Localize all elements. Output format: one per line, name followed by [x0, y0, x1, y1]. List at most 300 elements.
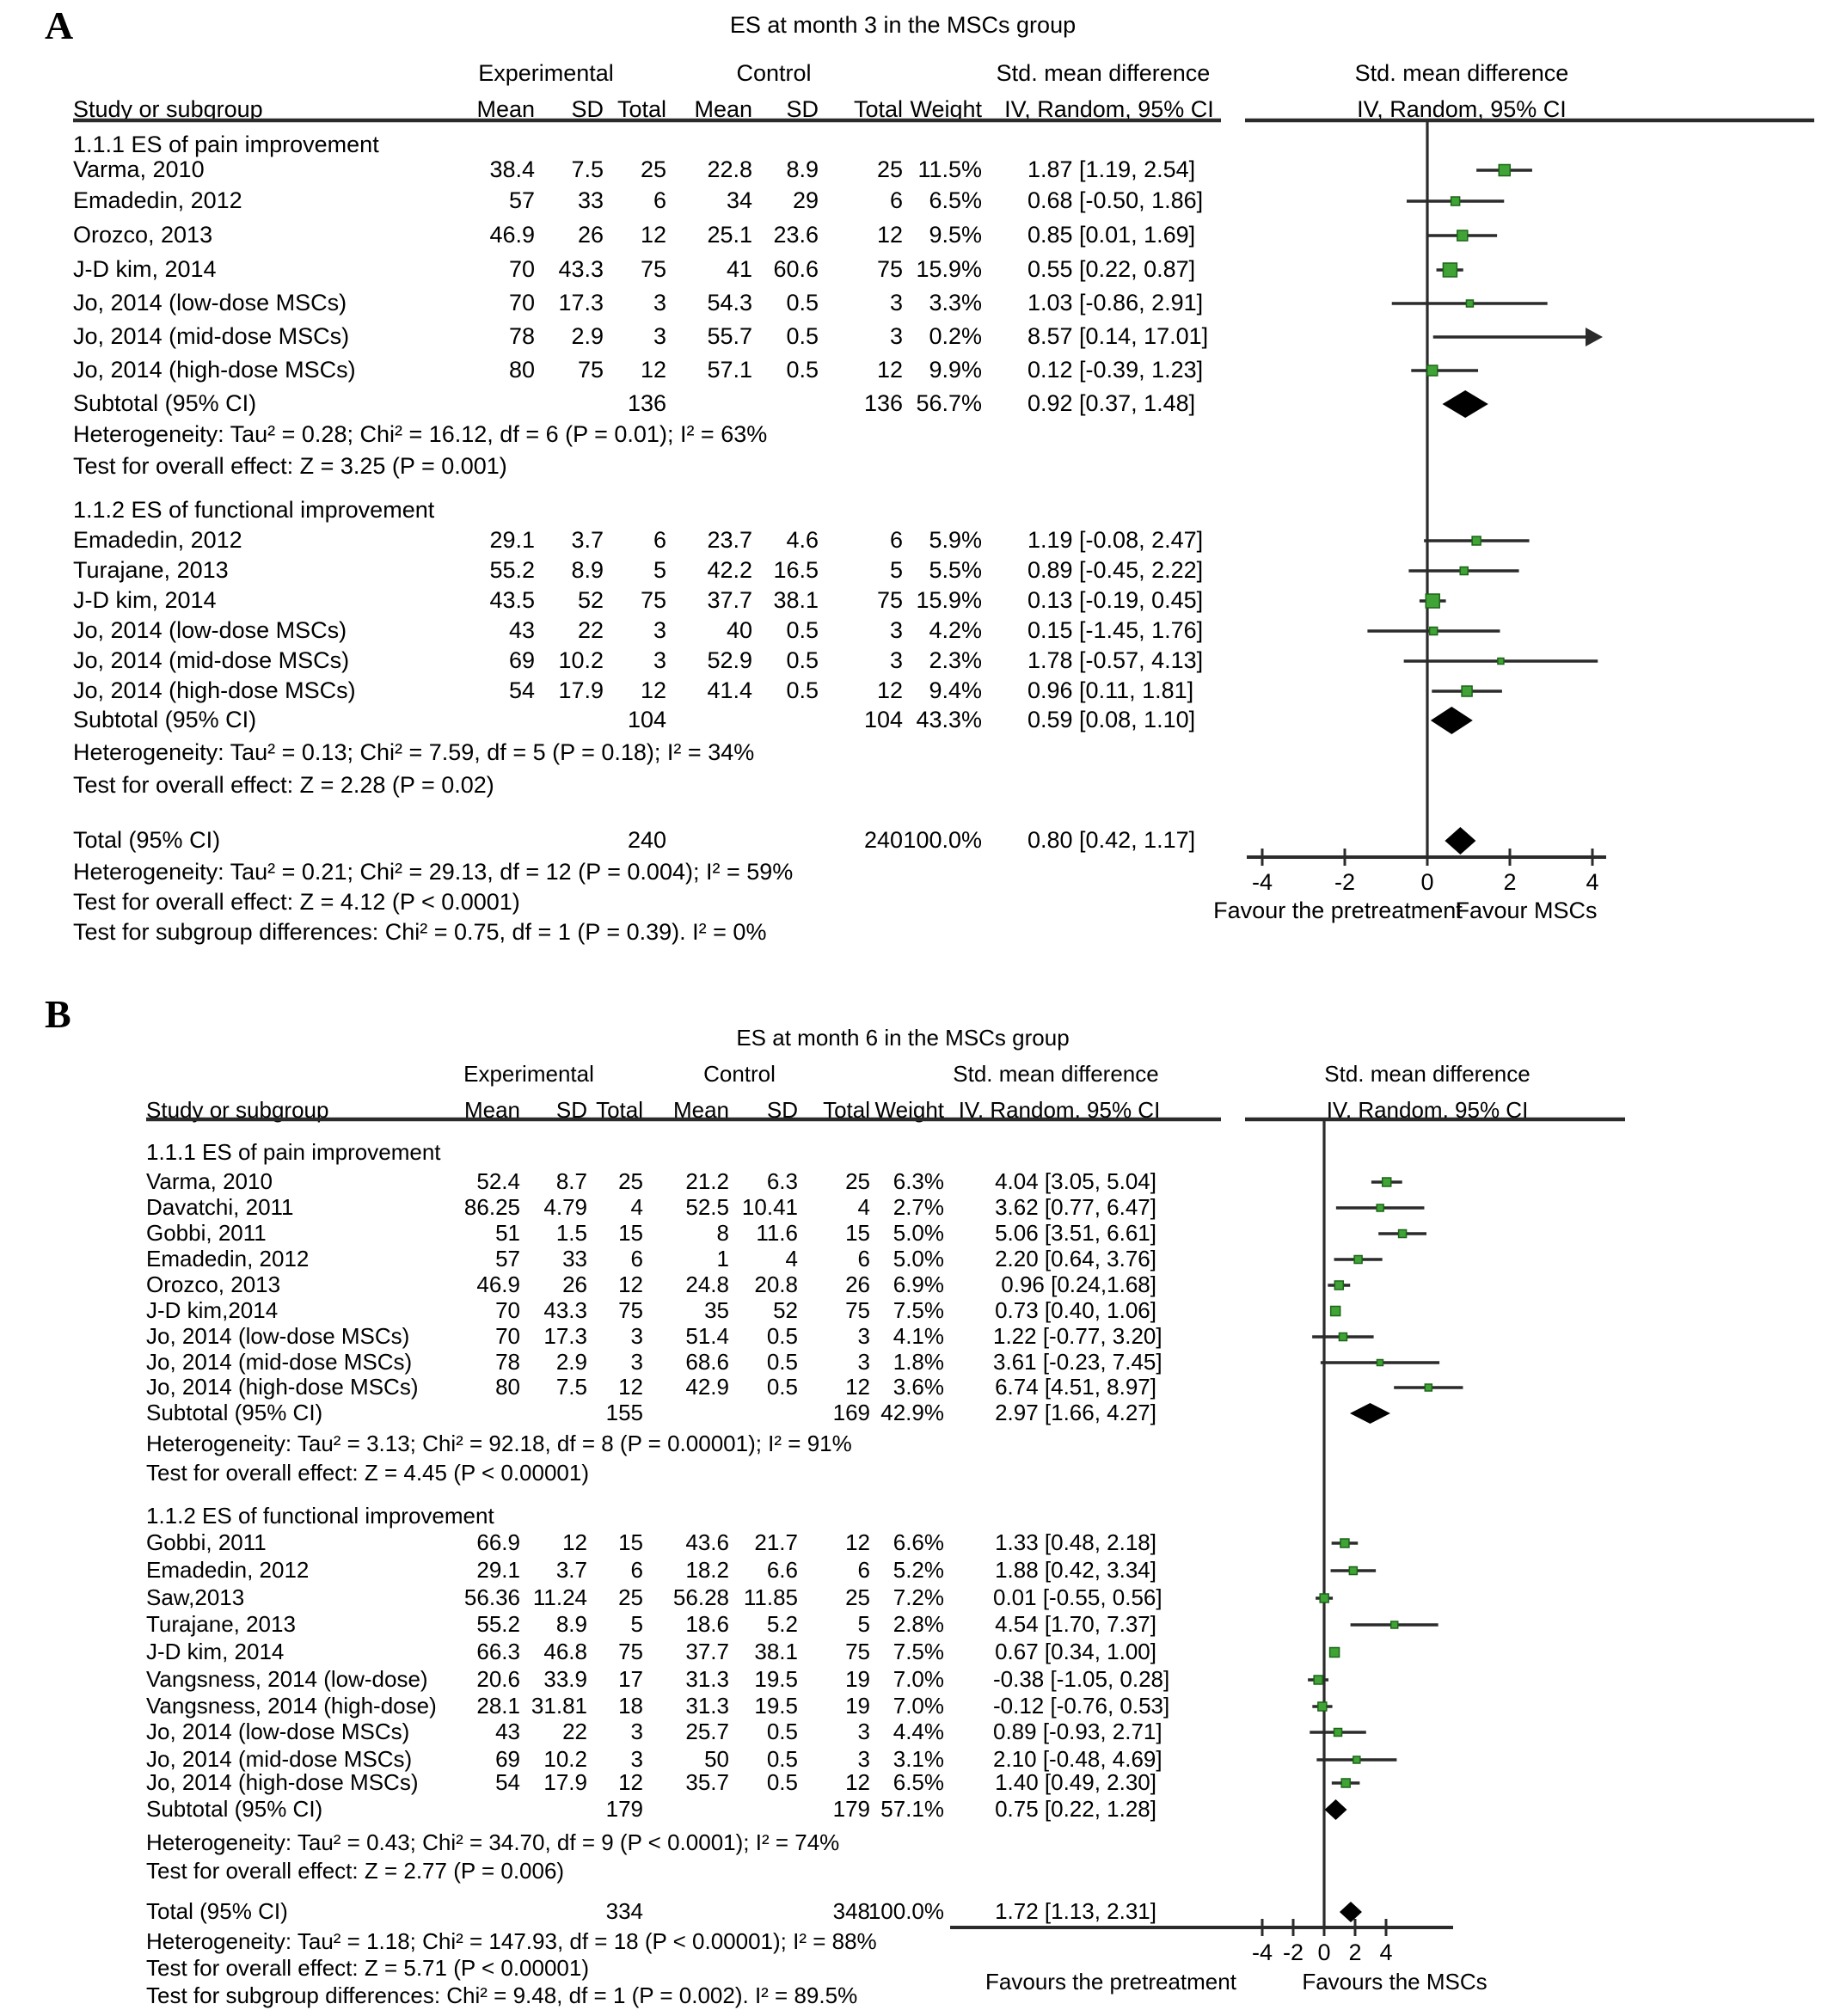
effect-marker	[1354, 1256, 1362, 1264]
ctrl-sd-value: 4	[785, 1246, 798, 1271]
column-header-exp-total: Total	[596, 1097, 643, 1123]
ci-text-value: 0.12 [-0.39, 1.23]	[1027, 357, 1204, 383]
ci-text-value: 0.85 [0.01, 1.69]	[1027, 222, 1196, 248]
ci-text-value: 0.75 [0.22, 1.28]	[995, 1796, 1156, 1822]
exp-total-value: 75	[618, 1297, 643, 1323]
ctrl-mean-value: 55.7	[707, 323, 752, 349]
study-label: Jo, 2014 (low-dose MSCs)	[146, 1323, 410, 1349]
weight-value: 7.0%	[893, 1666, 944, 1692]
effect-marker	[1339, 1333, 1346, 1341]
weight-value: 7.5%	[893, 1297, 944, 1323]
exp-sd-value: 2.9	[555, 1349, 587, 1375]
summary-diamond	[1350, 1403, 1390, 1424]
exp-total-value: 18	[618, 1693, 643, 1719]
note-label: Test for overall effect: Z = 5.71 (P < 0.00001)	[146, 1955, 589, 1981]
subtotal-label: Subtotal (95% CI)	[73, 707, 257, 732]
column-header-iv-ci-plot: IV, Random, 95% CI	[1357, 96, 1567, 122]
exp-mean-value: 46.9	[476, 1271, 520, 1297]
weight-value: 43.3%	[916, 707, 982, 732]
exp-sd-value: 17.3	[543, 1323, 587, 1349]
note-label: Test for subgroup differences: Chi² = 9.48, df = 1 (P = 0.002). I² = 89.5%	[146, 1982, 858, 2008]
study-label: J-D kim, 2014	[73, 256, 217, 282]
ctrl-total-value: 3	[889, 290, 903, 316]
study-label: J-D kim, 2014	[73, 587, 217, 613]
effect-marker	[1334, 1729, 1342, 1737]
ctrl-sd-value: 0.5	[786, 677, 819, 703]
study-label: Gobbi, 2011	[146, 1220, 267, 1246]
study-label: Orozco, 2013	[73, 222, 213, 248]
exp-total-value: 4	[630, 1194, 643, 1220]
ctrl-sd-value: 20.8	[754, 1271, 798, 1297]
effect-marker	[1353, 1756, 1360, 1763]
column-header-study: Study or subgroup	[146, 1097, 329, 1123]
effect-marker	[1399, 1230, 1407, 1238]
exp-total-value: 12	[640, 222, 666, 248]
panel-b-letter: B	[45, 992, 71, 1036]
ctrl-total-value: 75	[845, 1639, 870, 1664]
exp-sd-value: 3.7	[571, 527, 604, 553]
ctrl-mean-value: 8	[716, 1220, 729, 1246]
summary-diamond	[1445, 827, 1475, 855]
study-label: Davatchi, 2011	[146, 1194, 294, 1220]
ctrl-total-value: 6	[857, 1246, 870, 1271]
section-label: 1.1.1 ES of pain improvement	[73, 132, 379, 157]
exp-mean-value: 57	[495, 1246, 520, 1271]
weight-value: 15.9%	[916, 587, 982, 613]
exp-sd-value: 26	[577, 222, 604, 248]
weight-value: 2.7%	[893, 1194, 944, 1220]
summary-diamond	[1325, 1799, 1347, 1820]
ci-text-value: 8.57 [0.14, 17.01]	[1027, 323, 1209, 349]
ctrl-total-value: 75	[876, 587, 903, 613]
exp-total-value: 15	[618, 1220, 643, 1246]
exp-total-value: 12	[640, 677, 666, 703]
effect-marker	[1314, 1676, 1322, 1684]
study-label: Jo, 2014 (mid-dose MSCs)	[146, 1746, 413, 1772]
exp-total-value: 136	[627, 390, 666, 416]
ctrl-mean-value: 18.6	[685, 1611, 729, 1637]
exp-mean-value: 55.2	[476, 1611, 520, 1637]
exp-mean-value: 66.3	[476, 1639, 520, 1664]
ctrl-mean-value: 23.7	[707, 527, 752, 553]
effect-marker	[1341, 1779, 1350, 1787]
ctrl-total-value: 179	[832, 1796, 870, 1822]
ctrl-sd-value: 4.6	[786, 527, 819, 553]
exp-total-value: 3	[653, 617, 666, 643]
ci-text-value: 5.06 [3.51, 6.61]	[995, 1220, 1156, 1246]
effect-marker	[1443, 263, 1457, 277]
exp-mean-value: 69	[495, 1746, 520, 1772]
ci-text-value: -0.38 [-1.05, 0.28]	[993, 1666, 1170, 1692]
ctrl-sd-value: 6.3	[766, 1168, 798, 1194]
note-label: Test for subgroup differences: Chi² = 0.75, df = 1 (P = 0.39). I² = 0%	[73, 919, 767, 945]
ctrl-sd-value: 0.5	[766, 1746, 798, 1772]
effect-marker	[1462, 686, 1472, 696]
weight-value: 100.0%	[903, 827, 982, 853]
column-header-iv-ci-plot: IV, Random, 95% CI	[1326, 1097, 1529, 1123]
ctrl-sd-value: 0.5	[766, 1374, 798, 1400]
ctrl-total-value: 75	[845, 1297, 870, 1323]
column-group-smd-plot: Std. mean difference	[1324, 1061, 1530, 1087]
ctrl-mean-value: 57.1	[707, 357, 752, 383]
exp-sd-value: 7.5	[571, 156, 604, 182]
ctrl-total-value: 26	[845, 1271, 870, 1297]
axis-tick-label: -2	[1334, 869, 1356, 895]
column-group-smd: Std. mean difference	[996, 60, 1211, 86]
exp-sd-value: 3.7	[555, 1557, 587, 1583]
ctrl-sd-value: 0.5	[766, 1719, 798, 1744]
study-label: Varma, 2010	[146, 1168, 273, 1194]
exp-total-value: 3	[630, 1746, 643, 1772]
column-header-exp-sd: SD	[555, 1097, 587, 1123]
exp-total-value: 12	[618, 1769, 643, 1795]
exp-mean-value: 43	[495, 1719, 520, 1744]
ctrl-mean-value: 18.2	[685, 1557, 729, 1583]
exp-sd-value: 10.2	[543, 1746, 587, 1772]
exp-mean-value: 54	[495, 1769, 520, 1795]
column-group-control: Control	[703, 1061, 776, 1087]
exp-sd-value: 22	[562, 1719, 587, 1744]
exp-mean-value: 70	[508, 290, 535, 316]
ctrl-total-value: 136	[863, 390, 903, 416]
effect-marker	[1427, 365, 1438, 376]
ctrl-mean-value: 40	[726, 617, 752, 643]
exp-total-value: 6	[653, 527, 666, 553]
weight-value: 7.0%	[893, 1693, 944, 1719]
ctrl-mean-value: 37.7	[685, 1639, 729, 1664]
section-label: 1.1.1 ES of pain improvement	[146, 1139, 441, 1165]
effect-marker	[1451, 197, 1460, 205]
ctrl-sd-value: 0.5	[766, 1769, 798, 1795]
note-label: Test for overall effect: Z = 3.25 (P = 0.001)	[73, 453, 507, 479]
exp-mean-value: 78	[508, 323, 535, 349]
axis-tick-label: 2	[1348, 1939, 1362, 1965]
column-header-weight: Weight	[874, 1097, 944, 1123]
ci-text-value: 0.89 [-0.45, 2.22]	[1027, 557, 1204, 583]
weight-value: 56.7%	[916, 390, 982, 416]
study-label: Emadedin, 2012	[146, 1246, 310, 1271]
axis-tick-label: -4	[1251, 1939, 1273, 1965]
column-header-ctrl-mean: Mean	[672, 1097, 729, 1123]
weight-value: 5.9%	[929, 527, 982, 553]
exp-sd-value: 8.9	[571, 557, 604, 583]
ctrl-total-value: 3	[857, 1323, 870, 1349]
ctrl-total-value: 3	[857, 1349, 870, 1375]
axis-tick-label: 2	[1503, 869, 1517, 895]
column-group-experimental: Experimental	[478, 60, 614, 86]
exp-mean-value: 51	[495, 1220, 520, 1246]
exp-total-value: 75	[618, 1639, 643, 1664]
exp-mean-value: 20.6	[476, 1666, 520, 1692]
total-label: Total (95% CI)	[146, 1898, 288, 1924]
panel-b-title: ES at month 6 in the MSCs group	[736, 1025, 1070, 1051]
effect-marker	[1460, 567, 1468, 575]
exp-sd-value: 43.3	[558, 256, 604, 282]
exp-total-value: 3	[630, 1323, 643, 1349]
ctrl-sd-value: 29	[792, 187, 819, 213]
ctrl-mean-value: 43.6	[685, 1529, 729, 1555]
weight-value: 9.4%	[929, 677, 982, 703]
ci-text-value: 4.54 [1.70, 7.37]	[995, 1611, 1156, 1637]
weight-value: 4.2%	[929, 617, 982, 643]
effect-marker	[1340, 1539, 1349, 1547]
ci-text-value: 1.40 [0.49, 2.30]	[995, 1769, 1156, 1795]
exp-mean-value: 43	[508, 617, 535, 643]
weight-value: 9.5%	[929, 222, 982, 248]
study-label: Jo, 2014 (low-dose MSCs)	[73, 290, 347, 316]
study-label: Vangsness, 2014 (high-dose)	[146, 1693, 437, 1719]
note-label: Test for overall effect: Z = 2.28 (P = 0.02)	[73, 772, 494, 798]
axis-tick-label: -2	[1282, 1939, 1304, 1965]
ctrl-sd-value: 0.5	[786, 323, 819, 349]
exp-mean-value: 69	[508, 647, 535, 673]
effect-marker	[1425, 1384, 1432, 1391]
column-header-exp-sd: SD	[571, 96, 604, 122]
ctrl-total-value: 348	[832, 1898, 870, 1924]
ci-text-value: 1.78 [-0.57, 4.13]	[1027, 647, 1204, 673]
effect-marker	[1426, 594, 1439, 608]
ci-text-value: 1.33 [0.48, 2.18]	[995, 1529, 1156, 1555]
ctrl-mean-value: 31.3	[685, 1666, 729, 1692]
exp-mean-value: 70	[508, 256, 535, 282]
ctrl-sd-value: 0.5	[786, 617, 819, 643]
weight-value: 6.5%	[929, 187, 982, 213]
study-label: Emadedin, 2012	[73, 187, 242, 213]
ci-text-value: 3.61 [-0.23, 7.45]	[993, 1349, 1162, 1375]
column-header-ctrl-mean: Mean	[694, 96, 752, 122]
column-header-iv-ci: IV, Random, 95% CI	[958, 1097, 1161, 1123]
exp-total-value: 3	[653, 290, 666, 316]
ci-text-value: 0.13 [-0.19, 0.45]	[1027, 587, 1204, 613]
exp-total-value: 6	[653, 187, 666, 213]
exp-sd-value: 31.81	[531, 1693, 587, 1719]
exp-sd-value: 33	[562, 1246, 587, 1271]
effect-marker	[1349, 1567, 1357, 1575]
exp-sd-value: 1.5	[555, 1220, 587, 1246]
ctrl-mean-value: 54.3	[707, 290, 752, 316]
ctrl-mean-value: 68.6	[685, 1349, 729, 1375]
study-label: Jo, 2014 (high-dose MSCs)	[73, 357, 356, 383]
ctrl-mean-value: 56.28	[672, 1584, 729, 1610]
weight-value: 11.5%	[917, 156, 982, 182]
column-header-study: Study or subgroup	[73, 96, 263, 122]
exp-total-value: 155	[605, 1400, 643, 1425]
weight-value: 100.0%	[868, 1898, 944, 1924]
column-header-exp-total: Total	[616, 96, 666, 122]
section-label: 1.1.2 ES of functional improvement	[146, 1503, 494, 1529]
weight-value: 6.9%	[893, 1271, 944, 1297]
panel-a-letter: A	[45, 3, 74, 47]
exp-sd-value: 2.9	[571, 323, 604, 349]
ctrl-sd-value: 38.1	[754, 1639, 798, 1664]
ctrl-total-value: 3	[889, 647, 903, 673]
ctrl-mean-value: 24.8	[685, 1271, 729, 1297]
ci-text-value: 0.01 [-0.55, 0.56]	[993, 1584, 1162, 1610]
ctrl-mean-value: 34	[726, 187, 752, 213]
ctrl-sd-value: 16.5	[773, 557, 819, 583]
ctrl-total-value: 5	[889, 557, 903, 583]
ci-text-value: 1.72 [1.13, 2.31]	[995, 1898, 1156, 1924]
ctrl-sd-value: 0.5	[786, 290, 819, 316]
column-header-weight: Weight	[910, 96, 982, 122]
ctrl-total-value: 12	[876, 677, 903, 703]
exp-mean-value: 86.25	[463, 1194, 520, 1220]
subtotal-label: Subtotal (95% CI)	[146, 1400, 323, 1425]
ctrl-total-value: 4	[857, 1194, 870, 1220]
ci-text-value: 1.87 [1.19, 2.54]	[1027, 156, 1196, 182]
exp-mean-value: 66.9	[476, 1529, 520, 1555]
ctrl-mean-value: 1	[716, 1246, 729, 1271]
exp-sd-value: 22	[577, 617, 604, 643]
column-group-control: Control	[736, 60, 812, 86]
study-label: Turajane, 2013	[73, 557, 229, 583]
ci-arrow	[1586, 328, 1603, 346]
exp-total-value: 179	[605, 1796, 643, 1822]
ci-text-value: 0.96 [0.11, 1.81]	[1027, 677, 1194, 703]
ctrl-mean-value: 25.1	[707, 222, 752, 248]
exp-sd-value: 33	[577, 187, 604, 213]
study-label: Jo, 2014 (low-dose MSCs)	[73, 617, 347, 643]
ctrl-total-value: 25	[845, 1168, 870, 1194]
exp-sd-value: 12	[562, 1529, 587, 1555]
ctrl-total-value: 25	[845, 1584, 870, 1610]
effect-marker	[1499, 165, 1510, 176]
weight-value: 6.3%	[893, 1168, 944, 1194]
column-group-experimental: Experimental	[463, 1061, 594, 1087]
study-label: Jo, 2014 (mid-dose MSCs)	[73, 647, 350, 673]
exp-mean-value: 70	[495, 1323, 520, 1349]
axis-label-favour-left: Favours the pretreatment	[985, 1969, 1236, 1995]
effect-marker	[1430, 628, 1438, 635]
ctrl-mean-value: 37.7	[707, 587, 752, 613]
ctrl-sd-value: 5.2	[766, 1611, 798, 1637]
note-label: Test for overall effect: Z = 2.77 (P = 0.006)	[146, 1858, 565, 1884]
ctrl-mean-value: 51.4	[685, 1323, 729, 1349]
ctrl-mean-value: 31.3	[685, 1693, 729, 1719]
exp-sd-value: 33.9	[543, 1666, 587, 1692]
subtotal-label: Subtotal (95% CI)	[146, 1796, 323, 1822]
exp-mean-value: 80	[508, 357, 535, 383]
exp-total-value: 12	[618, 1271, 643, 1297]
total-label: Total (95% CI)	[73, 827, 221, 853]
ctrl-sd-value: 52	[773, 1297, 798, 1323]
subtotal-label: Subtotal (95% CI)	[73, 390, 257, 416]
ctrl-mean-value: 35.7	[685, 1769, 729, 1795]
weight-value: 2.8%	[893, 1611, 944, 1637]
ci-text-value: 1.22 [-0.77, 3.20]	[993, 1323, 1162, 1349]
exp-mean-value: 43.5	[489, 587, 535, 613]
ci-text-value: 3.62 [0.77, 6.47]	[995, 1194, 1156, 1220]
ctrl-mean-value: 41	[726, 256, 752, 282]
ci-text-value: 2.20 [0.64, 3.76]	[995, 1246, 1156, 1271]
column-header-ctrl-total: Total	[853, 96, 903, 122]
exp-sd-value: 17.9	[558, 677, 604, 703]
exp-total-value: 6	[630, 1557, 643, 1583]
study-label: Emadedin, 2012	[73, 527, 242, 553]
ctrl-total-value: 19	[845, 1693, 870, 1719]
study-label: J-D kim,2014	[146, 1297, 279, 1323]
exp-mean-value: 70	[495, 1297, 520, 1323]
ci-text-value: 0.92 [0.37, 1.48]	[1027, 390, 1196, 416]
ctrl-sd-value: 0.5	[766, 1323, 798, 1349]
summary-diamond	[1431, 707, 1473, 734]
column-header-ctrl-sd: SD	[786, 96, 819, 122]
ctrl-sd-value: 23.6	[773, 222, 819, 248]
exp-total-value: 240	[627, 827, 666, 853]
exp-total-value: 75	[640, 256, 666, 282]
exp-total-value: 25	[618, 1584, 643, 1610]
exp-sd-value: 10.2	[558, 647, 604, 673]
note-label: Heterogeneity: Tau² = 1.18; Chi² = 147.93, df = 18 (P < 0.00001); I² = 88%	[146, 1928, 877, 1954]
column-group-smd: Std. mean difference	[953, 1061, 1159, 1087]
exp-sd-value: 17.9	[543, 1769, 587, 1795]
ctrl-mean-value: 21.2	[685, 1168, 729, 1194]
ctrl-sd-value: 0.5	[786, 357, 819, 383]
study-label: Jo, 2014 (mid-dose MSCs)	[73, 323, 350, 349]
ctrl-total-value: 12	[845, 1374, 870, 1400]
column-header-exp-mean: Mean	[476, 96, 535, 122]
ctrl-sd-value: 19.5	[754, 1693, 798, 1719]
summary-diamond	[1340, 1902, 1362, 1922]
ci-text-value: 0.96 [0.24,1.68]	[1001, 1271, 1156, 1297]
exp-sd-value: 26	[562, 1271, 587, 1297]
ctrl-sd-value: 19.5	[754, 1666, 798, 1692]
weight-value: 3.1%	[893, 1746, 944, 1772]
effect-marker	[1383, 1178, 1391, 1186]
study-label: Jo, 2014 (mid-dose MSCs)	[146, 1349, 413, 1375]
exp-mean-value: 80	[495, 1374, 520, 1400]
study-label: Jo, 2014 (high-dose MSCs)	[146, 1374, 419, 1400]
effect-marker	[1457, 230, 1468, 241]
ctrl-total-value: 3	[857, 1719, 870, 1744]
ci-text-value: 2.10 [-0.48, 4.69]	[993, 1746, 1162, 1772]
ctrl-total-value: 19	[845, 1666, 870, 1692]
exp-sd-value: 43.3	[543, 1297, 587, 1323]
axis-tick-label: 4	[1379, 1939, 1393, 1965]
study-label: Emadedin, 2012	[146, 1557, 310, 1583]
ctrl-sd-value: 6.6	[766, 1557, 798, 1583]
ctrl-mean-value: 22.8	[707, 156, 752, 182]
exp-mean-value: 56.36	[463, 1584, 520, 1610]
weight-value: 6.5%	[893, 1769, 944, 1795]
exp-total-value: 334	[605, 1898, 643, 1924]
ci-text-value: 0.59 [0.08, 1.10]	[1027, 707, 1196, 732]
ctrl-sd-value: 38.1	[773, 587, 819, 613]
axis-tick-label: 0	[1317, 1939, 1331, 1965]
exp-mean-value: 55.2	[489, 557, 535, 583]
exp-total-value: 15	[618, 1529, 643, 1555]
effect-marker	[1466, 300, 1473, 307]
ci-text-value: 4.04 [3.05, 5.04]	[995, 1168, 1156, 1194]
ctrl-total-value: 12	[845, 1529, 870, 1555]
weight-value: 5.0%	[893, 1220, 944, 1246]
exp-sd-value: 11.24	[532, 1584, 587, 1610]
ctrl-total-value: 12	[876, 357, 903, 383]
ctrl-mean-value: 35	[704, 1297, 729, 1323]
ctrl-mean-value: 25.7	[685, 1719, 729, 1744]
exp-mean-value: 57	[508, 187, 535, 213]
axis-tick-label: -4	[1251, 869, 1273, 895]
ctrl-mean-value: 42.9	[685, 1374, 729, 1400]
ctrl-mean-value: 52.5	[685, 1194, 729, 1220]
note-label: Heterogeneity: Tau² = 3.13; Chi² = 92.18, df = 8 (P = 0.00001); I² = 91%	[146, 1431, 852, 1456]
column-header-ctrl-sd: SD	[766, 1097, 798, 1123]
exp-sd-value: 7.5	[555, 1374, 587, 1400]
weight-value: 3.3%	[929, 290, 982, 316]
summary-diamond	[1443, 390, 1488, 418]
effect-marker	[1320, 1594, 1328, 1602]
study-label: Turajane, 2013	[146, 1611, 296, 1637]
